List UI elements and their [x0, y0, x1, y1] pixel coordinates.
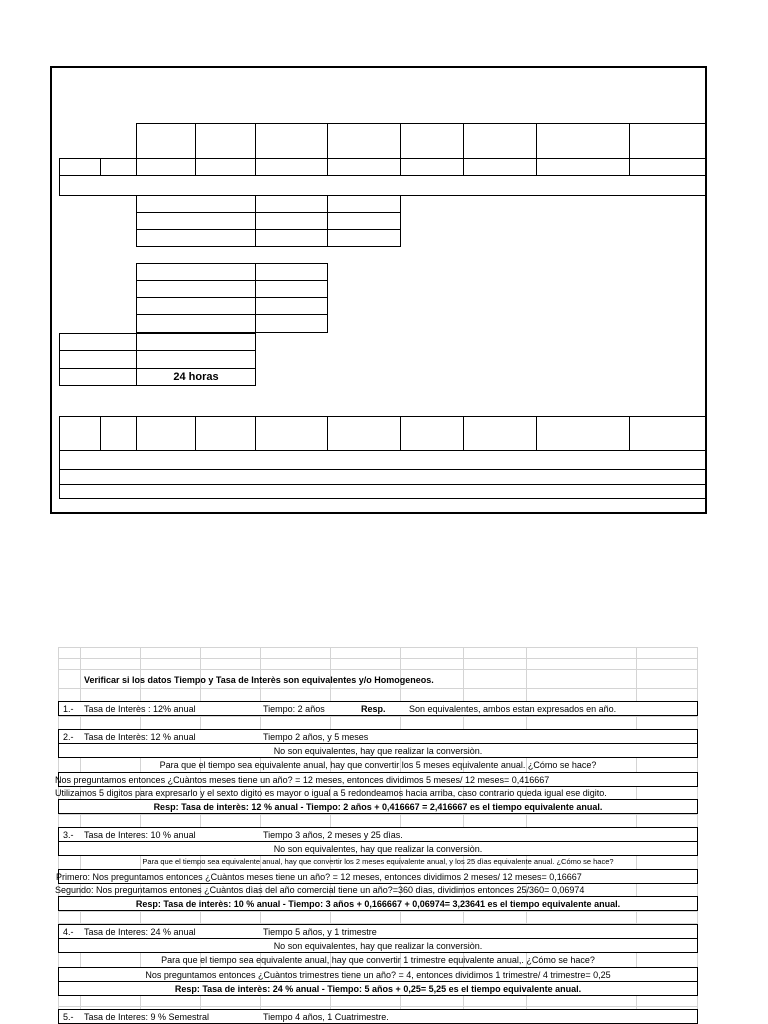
explanation-line: Nos preguntamos entonces ¿Cuàntos trimestres tiene un año? = 4, entonces dividimos 1 trimestre/ 4 trimestre= 0,25 — [58, 967, 698, 982]
explanation-text: Nos preguntamos entonces ¿Cuàntos meses tiene un año? = 12 meses, entonces dividimos 5 meses/ 12 meses= 0,416667 — [55, 775, 550, 785]
table-cell — [327, 195, 401, 213]
table-cell — [400, 416, 464, 451]
explanation-line: Para que el tiempo sea equivalente anual, hay que convertir los 5 meses equivalente anual. ¿Cómo se hace? — [159, 760, 597, 770]
problem-2-row — [58, 729, 698, 744]
table-cell — [136, 416, 196, 451]
table-cell — [536, 158, 630, 176]
table-cell — [195, 158, 256, 176]
table-cell — [195, 416, 256, 451]
table-cell — [136, 297, 256, 315]
header-cell — [463, 123, 537, 159]
table-cell — [136, 333, 256, 351]
header-cell — [536, 123, 630, 159]
table-cell — [255, 195, 328, 213]
table-cell — [463, 158, 537, 176]
resp-line: Resp: Tasa de interès: 12 % anual - Tiempo: 2 años + 0,416667 = 2,416667 es el tiempo equivalente anual. — [58, 799, 698, 814]
worksheet-title-row — [58, 673, 698, 688]
table-cell — [327, 229, 401, 247]
table-cell — [255, 314, 328, 333]
table-cell — [136, 263, 256, 281]
explanation-line — [55, 772, 698, 787]
table-cell — [136, 229, 256, 247]
table-cell — [59, 416, 101, 451]
table-cell — [59, 333, 137, 351]
header-cell — [195, 123, 256, 159]
explanation-text: Primero: Nos preguntamos entonces ¿Cuàntos meses tiene un año? = 12 meses, entonces dividimos 2 meses/ 12 meses= 0,16667 — [56, 872, 582, 882]
table-cell — [327, 212, 401, 230]
table-cell — [255, 416, 328, 451]
explanation-text: Segundo: Nos preguntamos entones ¿Cuàntos dìas del año comercial tiene un año?=360 dìas, dividimos entonces 25/360= 0,06974 — [55, 885, 585, 895]
header-cell — [327, 123, 401, 159]
hours-label: 24 horas — [173, 371, 219, 383]
problem-3-row — [58, 827, 698, 842]
table-cell — [255, 280, 328, 298]
explanation-line — [58, 869, 698, 884]
table-cell — [59, 158, 101, 176]
resp-line: Resp: Tasa de interès: 24 % anual - Tiempo: 5 años + 0,25= 5,25 es el tiempo equivalente anual. — [58, 981, 698, 996]
table-cell — [327, 158, 401, 176]
problem-rate: Tasa de Interes: 24 % anual — [84, 927, 196, 937]
problem-rate: Tasa de Interès: 12 % anual — [84, 732, 196, 742]
problem-rate: Tasa de Interes: 10 % anual — [84, 830, 196, 840]
table-wide-row — [59, 175, 707, 196]
table-cell — [136, 350, 256, 369]
problem-time: Tiempo 4 años, 1 Cuatrimestre. — [263, 1012, 389, 1022]
header-cell — [255, 123, 328, 159]
table-cell — [136, 280, 256, 298]
problem-number: 2.- — [63, 732, 74, 742]
problem-rate: Tasa de Interes: 9 % Semestral — [84, 1012, 210, 1022]
problem-time: Tiempo 5 años, y 1 trimestre — [263, 927, 377, 937]
explanation-line: Para que el tiempo sea equivalente anual, hay que convertir 1 trimestre equivalente anual,. ¿Cómo se hace? — [161, 955, 595, 965]
worksheet-title: Verificar si los datos Tiempo y Tasa de Interès son equivalentes y/o Homogeneos. — [84, 675, 434, 685]
hours-cell — [136, 368, 256, 386]
table-cell — [400, 158, 464, 176]
problem-number: 1.- — [63, 704, 74, 714]
problem-4-row — [58, 924, 698, 939]
table-cell — [463, 416, 537, 451]
table-cell — [255, 297, 328, 315]
problem-time: Tiempo 3 años, 2 meses y 25 dìas. — [263, 830, 403, 840]
table-cell — [629, 158, 707, 176]
problem-number: 3.- — [63, 830, 74, 840]
table-cell — [100, 158, 137, 176]
table-cell — [100, 416, 137, 451]
problem-time: Tiempo: 2 años — [263, 704, 325, 714]
header-cell — [629, 123, 707, 159]
table-wide-row — [59, 450, 707, 470]
explanation-line: No son equivalentes, hay que realizar la conversiòn. — [58, 841, 698, 856]
table-wide-row — [59, 484, 707, 499]
header-cell — [400, 123, 464, 159]
table-cell — [136, 195, 256, 213]
table-cell — [59, 368, 137, 386]
table-cell — [255, 212, 328, 230]
problem-number: 5.- — [63, 1012, 74, 1022]
explanation-line: No son equivalentes, hay que realizar la conversiòn. — [58, 938, 698, 953]
explanation-line: No son equivalentes, hay que realizar la conversiòn. — [58, 743, 698, 758]
table-cell — [136, 314, 256, 333]
table-cell — [255, 229, 328, 247]
problem-1-row — [58, 701, 698, 716]
table-cell — [536, 416, 630, 451]
header-cell — [136, 123, 196, 159]
table-cell — [255, 158, 328, 176]
explanation-text: Utilizamos 5 digitos para expresarlo y el sexto digito es mayor o igual a 5 redondeamos hacia arriba, caso contrario queda igual ese digito. — [55, 788, 607, 798]
explanation-line: Para que el tiempo sea equivalente anual, hay que convertir los 2 meses equivalente anual, y los 25 dìas equivalente anual. ¿Cómo se hace? — [142, 857, 614, 866]
worksheet — [55, 647, 698, 1024]
table-cell — [255, 263, 328, 281]
problem-5-row — [58, 1009, 698, 1024]
problem-time: Tiempo 2 años, y 5 meses — [263, 732, 369, 742]
table-wide-row — [59, 469, 707, 485]
table-cell — [136, 212, 256, 230]
table-cell — [629, 416, 707, 451]
problem-number: 4.- — [63, 927, 74, 937]
table-cell — [327, 416, 401, 451]
problem-rate: Tasa de Interès : 12% anual — [84, 704, 196, 714]
table-cell — [59, 350, 137, 369]
table-cell — [136, 158, 196, 176]
problem-answer: Son equivalentes, ambos estan expresados en año. — [409, 704, 617, 714]
resp-line: Resp: Tasa de interès: 10 % anual - Tiempo: 3 años + 0,166667 + 0,06974= 3,23641 es el tiempo equivalente anual. — [58, 896, 698, 911]
resp-label: Resp. — [361, 704, 386, 714]
